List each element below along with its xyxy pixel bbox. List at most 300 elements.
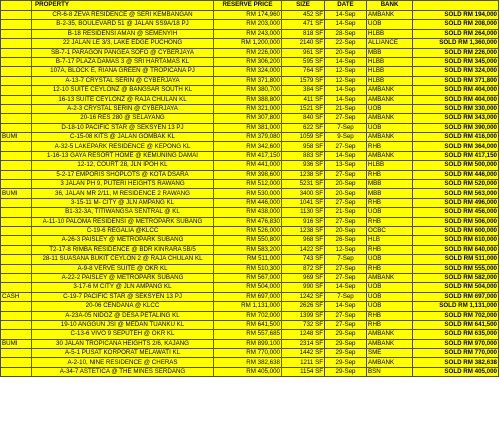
- cell-sold-price: SOLD RM 635,000: [413, 330, 499, 339]
- cell-sold-price: SOLD RM 226,000: [413, 48, 499, 57]
- cell-tag: [1, 29, 32, 38]
- cell-date: 14-Sep: [325, 151, 367, 160]
- cell-date: 26-Sep: [325, 236, 367, 245]
- cell-reserve-price: RM 557,685: [214, 330, 282, 339]
- cell-size: 622 SF: [282, 123, 325, 132]
- cell-bank: AMBANK: [367, 95, 413, 104]
- cell-property: 19-10 ANGGUN JSI @ MEDAN TUANKU KL: [32, 320, 214, 329]
- cell-bank: HLBB: [367, 57, 413, 66]
- cell-reserve-price: RM 379,080: [214, 133, 282, 142]
- table-row: [1, 330, 499, 339]
- cell-reserve-price: RM 398,600: [214, 170, 282, 179]
- cell-property: 30 JALAN TROPICANA HEIGHTS 2/6, KAJANG: [32, 339, 214, 348]
- cell-sold-price: SOLD RM 404,000: [413, 95, 499, 104]
- cell-bank: UOB: [367, 283, 413, 292]
- cell-property: 20-16 RES 280 @ SELAYANG: [32, 114, 214, 123]
- cell-date: 27-Sep: [325, 273, 367, 282]
- table-row: [1, 349, 499, 358]
- cell-property: C-19-7 PACIFIC STAR @ SEKSYEN 13 PJ: [32, 292, 214, 301]
- cell-reserve-price: RM 504,000: [214, 283, 282, 292]
- cell-reserve-price: RM 583,200: [214, 245, 282, 254]
- cell-tag: [1, 198, 32, 207]
- cell-sold-price: SOLD RM 641,500: [413, 320, 499, 329]
- cell-size: 872 SF: [282, 264, 325, 273]
- cell-size: 1521 SF: [282, 104, 325, 113]
- table-row: [1, 29, 499, 38]
- cell-date: 21-Sep: [325, 104, 367, 113]
- cell-property: A-5-1 PUSAT KORPORAT MELAWATI KL: [32, 349, 214, 358]
- cell-tag: [1, 208, 32, 217]
- cell-bank: ALLIANCE: [367, 39, 413, 48]
- table-row: [1, 95, 499, 104]
- cell-size: 2314 SF: [282, 339, 325, 348]
- cell-bank: AMBANK: [367, 273, 413, 282]
- cell-size: 1130 SF: [282, 208, 325, 217]
- table-row: [1, 255, 499, 264]
- cell-property: A-13-7 CRYSTAL SERIN @ CYBERJAYA: [32, 76, 214, 85]
- cell-property: C-19-6 REGALIA @KLCC: [32, 226, 214, 235]
- cell-sold-price: SOLD RM 582,000: [413, 273, 499, 282]
- cell-sold-price: SOLD RM 417,150: [413, 151, 499, 160]
- cell-bank: RHB: [367, 142, 413, 151]
- cell-reserve-price: RM 702,000: [214, 311, 282, 320]
- cell-tag: BUMI: [1, 339, 32, 348]
- cell-sold-price: SOLD RM 390,000: [413, 123, 499, 132]
- table-row: [1, 339, 499, 348]
- cell-bank: RHB: [367, 245, 413, 254]
- table-row: [1, 161, 499, 170]
- cell-reserve-price: RM 697,000: [214, 292, 282, 301]
- cell-reserve-price: RM 388,800: [214, 95, 282, 104]
- cell-reserve-price: RM 511,000: [214, 255, 282, 264]
- cell-date: 14-Sep: [325, 20, 367, 29]
- cell-sold-price: SOLD RM 404,000: [413, 86, 499, 95]
- cell-date: 7-Sep: [325, 255, 367, 264]
- cell-date: 14-Sep: [325, 95, 367, 104]
- cell-date: 27-Sep: [325, 217, 367, 226]
- cell-bank: SME: [367, 349, 413, 358]
- table-row: [1, 86, 499, 95]
- table-row: [1, 320, 499, 329]
- cell-reserve-price: RM 174,960: [214, 11, 282, 20]
- cell-property: 12-12, COURT 28, JLN IPOH KL: [32, 161, 214, 170]
- cell-tag: [1, 245, 32, 254]
- cell-property: A-34-7 ASTETICA @ THE MINES SERDANG: [32, 367, 214, 376]
- cell-size: 1422 SF: [282, 245, 325, 254]
- cell-sold-price: SOLD RM 511,000: [413, 255, 499, 264]
- cell-size: 2140 SF: [282, 39, 325, 48]
- cell-size: 968 SF: [282, 236, 325, 245]
- cell-date: 27-Sep: [325, 142, 367, 151]
- cell-date: 28-Sep: [325, 29, 367, 38]
- cell-date: 27-Sep: [325, 198, 367, 207]
- cell-property: B-18 RESIDENSI AMAN @ SEMENYIH: [32, 29, 214, 38]
- cell-property: A-11-10 PALOMA RESIDENSI @ METROPARK SUBANG: [32, 217, 214, 226]
- cell-date: 21-Sep: [325, 208, 367, 217]
- cell-date: 14-Sep: [325, 302, 367, 311]
- cell-tag: [1, 142, 32, 151]
- cell-size: 2626 SF: [282, 302, 325, 311]
- cell-tag: [1, 170, 32, 179]
- table-row: [1, 273, 499, 282]
- cell-size: 384 SF: [282, 86, 325, 95]
- cell-sold-price: SOLD RM 364,000: [413, 142, 499, 151]
- table-row: [1, 142, 499, 151]
- cell-size: 818 SF: [282, 29, 325, 38]
- cell-date: 29-Sep: [325, 349, 367, 358]
- cell-bank: HLBB: [367, 29, 413, 38]
- cell-bank: HLBB: [367, 161, 413, 170]
- header-tag: [1, 1, 32, 11]
- cell-sold-price: SOLD RM 208,000: [413, 20, 499, 29]
- table-row: [1, 76, 499, 85]
- table-row: [1, 283, 499, 292]
- cell-sold-price: SOLD RM 446,000: [413, 170, 499, 179]
- cell-size: 1238 SF: [282, 170, 325, 179]
- table-row: [1, 217, 499, 226]
- table-row: [1, 311, 499, 320]
- cell-bank: BSN: [367, 367, 413, 376]
- cell-reserve-price: RM 342,600: [214, 142, 282, 151]
- table-row: [1, 11, 499, 20]
- cell-tag: [1, 226, 32, 235]
- cell-property: C-13-6 VIVO 9 SEPUTEH @ OKR KL: [32, 330, 214, 339]
- cell-property: A-32-5 LAKEPARK RESIDENCE @ KEPONG KL: [32, 142, 214, 151]
- cell-tag: [1, 302, 32, 311]
- cell-property: A-2-3 CRYSTAL SERIN @ CYBERJAYA: [32, 104, 214, 113]
- cell-reserve-price: RM 899,100: [214, 339, 282, 348]
- table-row: [1, 123, 499, 132]
- cell-size: 840 SF: [282, 114, 325, 123]
- cell-reserve-price: RM 526,000: [214, 226, 282, 235]
- table-row: [1, 133, 499, 142]
- header-sold: [413, 1, 499, 11]
- header-row: [1, 1, 499, 11]
- cell-date: 27-Sep: [325, 264, 367, 273]
- cell-reserve-price: RM 567,000: [214, 273, 282, 282]
- cell-reserve-price: RM 441,000: [214, 161, 282, 170]
- cell-size: 936 SF: [282, 161, 325, 170]
- cell-property: B1-32-3A, TITIWANGSA SENTRAL @ KL: [32, 208, 214, 217]
- cell-reserve-price: RM 641,500: [214, 320, 282, 329]
- cell-sold-price: SOLD RM 640,000: [413, 245, 499, 254]
- cell-date: 27-Sep: [325, 114, 367, 123]
- cell-size: 916 SF: [282, 217, 325, 226]
- cell-tag: [1, 48, 32, 57]
- cell-sold-price: SOLD RM 405,000: [413, 367, 499, 376]
- table-row: [1, 180, 499, 189]
- cell-reserve-price: RM 446,000: [214, 198, 282, 207]
- cell-tag: [1, 330, 32, 339]
- cell-size: 958 SF: [282, 142, 325, 151]
- cell-property: A-9-8 VERVE SUITE @ OKR KL: [32, 264, 214, 273]
- cell-date: 12-Sep: [325, 245, 367, 254]
- cell-tag: BUMI: [1, 133, 32, 142]
- cell-property: 107A, BLOCK E, RIANA GREEN @ TROPICANA PJ: [32, 67, 214, 76]
- cell-property: A-26-3 PAISLEY @ METROPARK SUBANG: [32, 236, 214, 245]
- cell-property: A-2-10, NINE RESIDENCE @ CHERAS: [32, 358, 214, 367]
- table-row: [1, 208, 499, 217]
- cell-property: 1-16-13 GAYA RESORT HOME @ KEMUNING DAMAI: [32, 151, 214, 160]
- cell-reserve-price: RM 380,700: [214, 86, 282, 95]
- cell-reserve-price: RM 203,000: [214, 20, 282, 29]
- cell-bank: AMBANK: [367, 11, 413, 20]
- cell-tag: [1, 367, 32, 376]
- cell-reserve-price: RM 550,800: [214, 236, 282, 245]
- cell-bank: AMBANK: [367, 114, 413, 123]
- cell-sold-price: SOLD RM 382,638: [413, 358, 499, 367]
- cell-tag: [1, 39, 32, 48]
- table-row: [1, 39, 499, 48]
- cell-bank: RHB: [367, 264, 413, 273]
- cell-sold-price: SOLD RM 194,000: [413, 11, 499, 20]
- cell-reserve-price: RM 1,131,000: [214, 302, 282, 311]
- cell-size: 5231 SF: [282, 180, 325, 189]
- cell-tag: [1, 67, 32, 76]
- cell-size: 1154 SF: [282, 367, 325, 376]
- cell-tag: [1, 76, 32, 85]
- cell-size: 883 SF: [282, 151, 325, 160]
- table-row: [1, 302, 499, 311]
- cell-sold-price: SOLD RM 702,000: [413, 311, 499, 320]
- cell-date: 7-Sep: [325, 292, 367, 301]
- cell-bank: RHB: [367, 311, 413, 320]
- cell-reserve-price: RM 476,830: [214, 217, 282, 226]
- table-row: [1, 67, 499, 76]
- cell-size: 743 SF: [282, 255, 325, 264]
- cell-size: 595 SF: [282, 57, 325, 66]
- cell-bank: HLBB: [367, 67, 413, 76]
- cell-sold-price: SOLD RM 456,000: [413, 208, 499, 217]
- header-property: PROPERTY: [32, 1, 214, 11]
- table-row: [1, 170, 499, 179]
- cell-tag: [1, 104, 32, 113]
- cell-sold-price: SOLD RM 1,131,000: [413, 302, 499, 311]
- cell-size: 1211 SF: [282, 358, 325, 367]
- header-date: DATE: [325, 1, 367, 11]
- cell-reserve-price: RM 405,000: [214, 367, 282, 376]
- table-row: [1, 367, 499, 376]
- cell-date: 27-Sep: [325, 320, 367, 329]
- cell-date: 20-Sep: [325, 48, 367, 57]
- cell-reserve-price: RM 770,000: [214, 349, 282, 358]
- cell-bank: AMBANK: [367, 133, 413, 142]
- cell-property: B-7-17 PLAZA DAMAS 3 @ SRI HARTAMAS KL: [32, 57, 214, 66]
- cell-property: D-18-10 PACIFIC STAR @ SEKSYEN 13 PJ: [32, 123, 214, 132]
- cell-date: 12-Sep: [325, 76, 367, 85]
- cell-reserve-price: RM 510,300: [214, 264, 282, 273]
- cell-reserve-price: RM 530,000: [214, 189, 282, 198]
- cell-sold-price: SOLD RM 496,000: [413, 198, 499, 207]
- cell-date: 20-Sep: [325, 189, 367, 198]
- cell-bank: RHB: [367, 198, 413, 207]
- cell-bank: AMBANK: [367, 358, 413, 367]
- cell-property: C-15-08 KITS @ JALAN GOMBAK KL: [32, 133, 214, 142]
- cell-sold-price: SOLD RM 555,000: [413, 264, 499, 273]
- cell-tag: [1, 114, 32, 123]
- cell-size: 961 SF: [282, 48, 325, 57]
- cell-reserve-price: RM 417,150: [214, 151, 282, 160]
- cell-sold-price: SOLD RM 970,000: [413, 339, 499, 348]
- cell-tag: [1, 86, 32, 95]
- cell-date: 7-Sep: [325, 123, 367, 132]
- cell-size: 471 SF: [282, 20, 325, 29]
- cell-date: 12-Sep: [325, 67, 367, 76]
- table-row: [1, 104, 499, 113]
- cell-bank: UOB: [367, 20, 413, 29]
- cell-reserve-price: RM 306,200: [214, 57, 282, 66]
- table-row: [1, 245, 499, 254]
- cell-tag: [1, 95, 32, 104]
- cell-tag: [1, 57, 32, 66]
- cell-property: 5-2-17 EMPORIS SHOPLOTS @ KOTA DSARA: [32, 170, 214, 179]
- table-row: [1, 48, 499, 57]
- cell-sold-price: SOLD RM 697,000: [413, 292, 499, 301]
- cell-date: 27-Sep: [325, 170, 367, 179]
- cell-property: 36, JALAN MR 2/11, M RESIDENCE 2 RAWANG: [32, 189, 214, 198]
- cell-tag: [1, 264, 32, 273]
- cell-bank: MBB: [367, 180, 413, 189]
- cell-tag: [1, 217, 32, 226]
- cell-bank: RHB: [367, 320, 413, 329]
- cell-property: 20-06 CENDANA @ KLCC: [32, 302, 214, 311]
- cell-bank: RHB: [367, 217, 413, 226]
- cell-date: 14-Sep: [325, 283, 367, 292]
- cell-size: 1248 SF: [282, 330, 325, 339]
- cell-tag: [1, 349, 32, 358]
- cell-tag: [1, 255, 32, 264]
- cell-bank: MBB: [367, 189, 413, 198]
- cell-property: 3-17-6 M CITY @ JLN AMPANG KL: [32, 283, 214, 292]
- cell-reserve-price: RM 321,000: [214, 104, 282, 113]
- cell-bank: AMBANK: [367, 86, 413, 95]
- table-row: [1, 151, 499, 160]
- cell-size: 1238 SF: [282, 226, 325, 235]
- cell-property: T2-17-8 RIMBA RESIDENCE @ BDR KINRARA 5B/5: [32, 245, 214, 254]
- cell-sold-price: SOLD RM 563,000: [413, 189, 499, 198]
- cell-sold-price: SOLD RM 504,000: [413, 283, 499, 292]
- cell-tag: CASH: [1, 292, 32, 301]
- cell-sold-price: SOLD RM 600,000: [413, 226, 499, 235]
- cell-size: 1579 SF: [282, 76, 325, 85]
- cell-reserve-price: RM 307,800: [214, 114, 282, 123]
- cell-bank: UOB: [367, 292, 413, 301]
- cell-tag: [1, 161, 32, 170]
- cell-reserve-price: RM 382,638: [214, 358, 282, 367]
- cell-property: A-23A-05 NIDOZ @ DESA PETALING KL: [32, 311, 214, 320]
- table-body: [1, 11, 499, 377]
- cell-tag: [1, 151, 32, 160]
- cell-property: 16-13 SUITE CEYLONZ @ RAJA CHULAN KL: [32, 95, 214, 104]
- cell-bank: MBB: [367, 48, 413, 57]
- cell-reserve-price: RM 1,200,000: [214, 39, 282, 48]
- cell-sold-price: SOLD RM 371,800: [413, 76, 499, 85]
- cell-sold-price: SOLD RM 345,000: [413, 57, 499, 66]
- cell-tag: [1, 283, 32, 292]
- cell-size: 452 SF: [282, 11, 325, 20]
- cell-size: 1059 SF: [282, 133, 325, 142]
- cell-date: 20-Sep: [325, 180, 367, 189]
- cell-property: 3-15-11 M- CITY @ JLN AMPANG KL: [32, 198, 214, 207]
- cell-property: 3 JALAN PH 9, PUTERI HEIGHTS RAWANG: [32, 180, 214, 189]
- cell-size: 1242 SF: [282, 292, 325, 301]
- header-size: SIZE: [282, 1, 325, 11]
- cell-date: 14-Sep: [325, 86, 367, 95]
- cell-sold-price: SOLD RM 506,000: [413, 217, 499, 226]
- cell-sold-price: SOLD RM 610,000: [413, 236, 499, 245]
- table-row: [1, 57, 499, 66]
- header-reserve-price: RESERVE PRICE: [214, 1, 282, 11]
- table-row: [1, 264, 499, 273]
- cell-reserve-price: RM 226,000: [214, 48, 282, 57]
- cell-date: 9-Sep: [325, 133, 367, 142]
- cell-bank: UOB: [367, 104, 413, 113]
- cell-bank: UOB: [367, 208, 413, 217]
- cell-tag: [1, 11, 32, 20]
- table-row: [1, 236, 499, 245]
- cell-tag: [1, 236, 32, 245]
- cell-bank: AMBANK: [367, 151, 413, 160]
- cell-reserve-price: RM 512,000: [214, 180, 282, 189]
- cell-date: 29-Sep: [325, 367, 367, 376]
- cell-bank: HLB: [367, 236, 413, 245]
- cell-sold-price: SOLD RM 500,000: [413, 161, 499, 170]
- cell-bank: AMBANK: [367, 339, 413, 348]
- cell-property: SB-7-1 PARAGON PANGEA SOFO @ CYBERJAYA: [32, 48, 214, 57]
- cell-bank: UOB: [367, 302, 413, 311]
- cell-tag: [1, 273, 32, 282]
- cell-bank: RHB: [367, 170, 413, 179]
- cell-date: 14-Sep: [325, 57, 367, 66]
- cell-size: 732 SF: [282, 320, 325, 329]
- cell-size: 1399 SF: [282, 311, 325, 320]
- cell-size: 1041 SF: [282, 198, 325, 207]
- cell-sold-price: SOLD RM 416,000: [413, 133, 499, 142]
- cell-size: 1442 SF: [282, 349, 325, 358]
- cell-date: 29-Sep: [325, 330, 367, 339]
- cell-date: 13-Sep: [325, 161, 367, 170]
- cell-sold-price: SOLD RM 330,000: [413, 104, 499, 113]
- cell-bank: UOB: [367, 123, 413, 132]
- cell-reserve-price: RM 243,000: [214, 29, 282, 38]
- cell-sold-price: SOLD RM 1,360,000: [413, 39, 499, 48]
- table-row: [1, 198, 499, 207]
- table-row: [1, 189, 499, 198]
- cell-reserve-price: RM 371,800: [214, 76, 282, 85]
- cell-tag: [1, 123, 32, 132]
- cell-tag: [1, 311, 32, 320]
- cell-size: 411 SF: [282, 95, 325, 104]
- cell-bank: AMBANK: [367, 330, 413, 339]
- cell-property: A-22-2 PAISLEY @ METROPARK SUBANG: [32, 273, 214, 282]
- cell-tag: [1, 20, 32, 29]
- cell-sold-price: SOLD RM 770,000: [413, 349, 499, 358]
- cell-tag: [1, 358, 32, 367]
- cell-date: 20-Sep: [325, 226, 367, 235]
- table-row: [1, 358, 499, 367]
- cell-date: 22-Sep: [325, 39, 367, 48]
- cell-reserve-price: RM 324,000: [214, 67, 282, 76]
- cell-bank: HLBB: [367, 76, 413, 85]
- cell-sold-price: SOLD RM 324,000: [413, 67, 499, 76]
- header-bank: BANK: [367, 1, 413, 11]
- table-row: [1, 20, 499, 29]
- cell-sold-price: SOLD RM 343,000: [413, 114, 499, 123]
- cell-date: 27-Sep: [325, 311, 367, 320]
- table-row: [1, 292, 499, 301]
- cell-property: B-2-35, BOULEVARD 51 @ JALAN SS9A/18 PJ: [32, 20, 214, 29]
- cell-tag: [1, 320, 32, 329]
